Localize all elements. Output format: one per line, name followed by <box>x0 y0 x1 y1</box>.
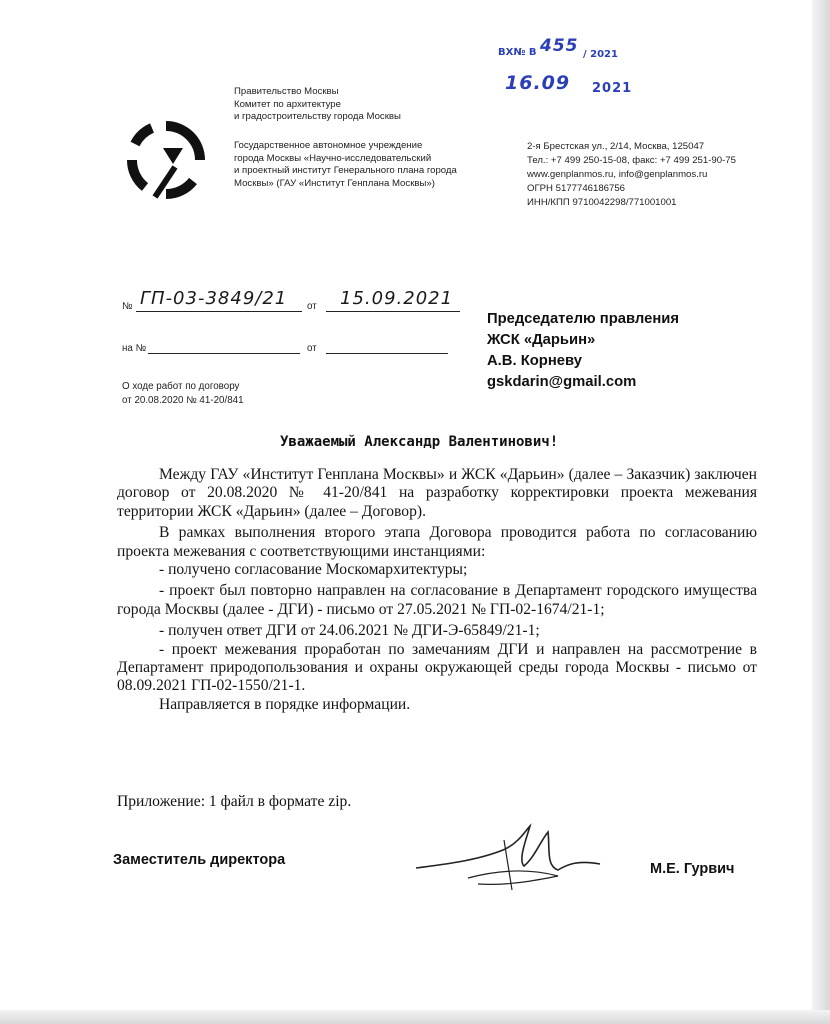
recipient-block <box>487 309 679 393</box>
body-paragraph: Направляется в порядке информации. <box>159 695 411 713</box>
contact-inn: ИНН/КПП 9710042298/771001001 <box>527 197 677 208</box>
handwritten-date: 15.09.2021 <box>340 288 454 309</box>
date-line <box>326 311 460 312</box>
subject-line: от 20.08.2020 № 41-20/841 <box>122 394 244 406</box>
salutation: Уважаемый Александр Валентинович! <box>280 434 559 450</box>
in-reply-line <box>148 353 300 354</box>
institute-logo <box>123 117 209 203</box>
contact-address: 2-я Брестская ул., 2/14, Москва, 125047 <box>527 141 705 152</box>
org-name-line: и проектный институт Генерального плана города <box>234 165 457 176</box>
subject <box>122 380 244 407</box>
org-name-line: Государственное автономное учреждение <box>234 140 423 151</box>
recipient-org: ЖСК «Дарьин» <box>487 332 596 348</box>
number-line <box>136 311 302 312</box>
handwritten-signature <box>408 820 608 895</box>
signer-name: М.Е. Гурвич <box>650 861 735 877</box>
stamp-year-top: / 2021 <box>583 49 618 60</box>
body-paragraph: В рамках выполнения второго этапа Договора проводится работа по согласованию проекта межевания с соответствующими инстанциями: <box>117 524 757 560</box>
stamp-prefix: ВХ№ В <box>498 47 537 58</box>
signer-role: Заместитель директора <box>113 852 286 868</box>
org-contacts <box>527 140 736 210</box>
contact-ogrn: ОГРН 5177746186756 <box>527 183 626 194</box>
org-name <box>234 140 457 190</box>
org-name-line: Москвы» (ГАУ «Институт Генплана Москвы») <box>234 177 435 189</box>
subject-line: О ходе работ по договору <box>122 381 240 392</box>
in-reply-date-line <box>326 353 448 354</box>
body-paragraph: - получен ответ ДГИ от 24.06.2021 № ДГИ-Э-65849/21-1; <box>159 622 540 640</box>
scan-edge-right <box>812 0 830 1024</box>
contact-web[interactable]: www.genplanmos.ru, info@genplanmos.ru <box>527 169 708 180</box>
number-label: № <box>122 301 133 312</box>
body-paragraph: - проект был повторно направлен на согласование в Департамент городского имущества города Москвы (далее - ДГИ) - письмо от 27.05.2021 № ГП-02-1674/21-1; <box>117 582 757 618</box>
org-name-line: города Москвы «Научно-исследовательский <box>234 152 432 164</box>
handwritten-number: ГП-03-3849/21 <box>140 288 288 309</box>
letter-body <box>117 466 757 714</box>
scan-edge-bottom <box>0 1010 830 1024</box>
date-label: от <box>307 301 317 312</box>
stamp-number: 455 <box>540 36 579 56</box>
org-parent <box>234 86 401 124</box>
stamp-year-bottom: 2021 <box>592 81 633 96</box>
in-reply-date-label: от <box>307 343 317 354</box>
stamp-date: 16.09 <box>505 72 571 94</box>
in-reply-label: на № <box>122 343 147 354</box>
org-parent-line: Правительство Москвы <box>234 86 339 97</box>
contact-phone: Тел.: +7 499 250-15-08, факс: +7 499 251-90-75 <box>527 155 736 166</box>
attachment-note: Приложение: 1 файл в формате zip. <box>117 793 352 810</box>
recipient-title: Председателю правления <box>487 311 680 327</box>
org-parent-line: Комитет по архитектуре <box>234 98 341 110</box>
body-paragraph: - получено согласование Москомархитектуры; <box>159 561 468 579</box>
recipient-name: А.В. Корневу <box>487 353 582 369</box>
recipient-email[interactable]: gskdarin@gmail.com <box>487 374 637 390</box>
body-paragraph: - проект межевания проработан по замечаниям ДГИ и направлен на рассмотрение в Департамент природопользования и охраны окружающей среды города Москвы - письмо от 08.09.2021 ГП-02-1550/21-1. <box>117 640 757 695</box>
body-paragraph: Между ГАУ «Институт Генплана Москвы» и ЖСК «Дарьин» (далее – Заказчик) заключен договор от 20.08.2020 № 41-20/841 на разработку корректировки проекта межевания территории ЖСК «Дарьин» (далее – Договор). <box>117 466 757 520</box>
org-parent-line: и градостроительству города Москвы <box>234 111 401 122</box>
